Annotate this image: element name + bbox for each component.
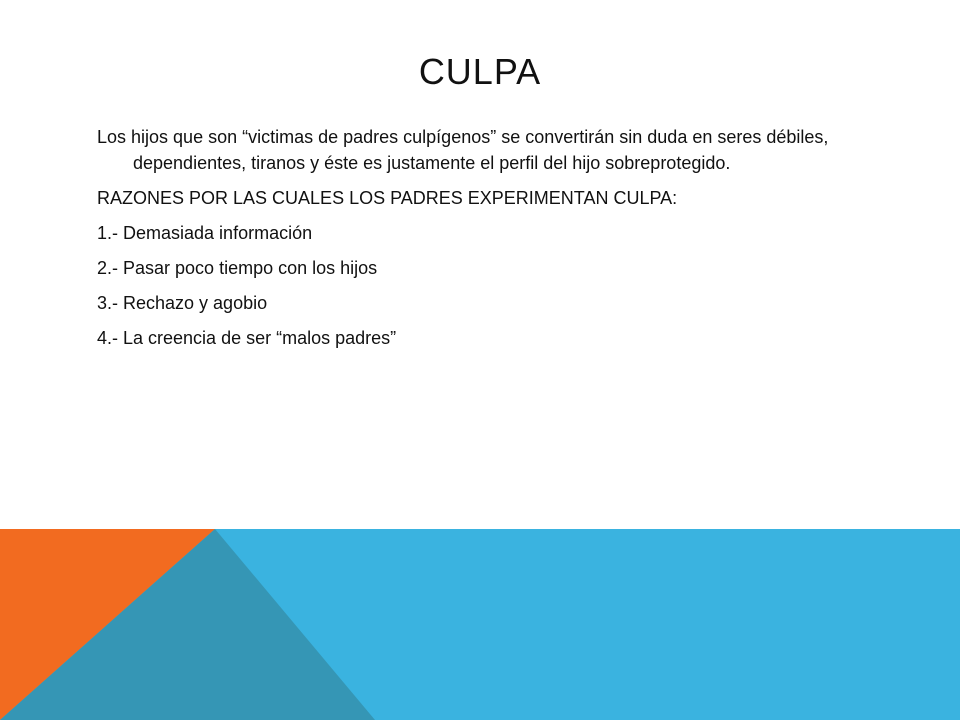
slide-body xyxy=(97,124,867,360)
list-item-1: 1.- Demasiada información xyxy=(97,223,313,243)
body-paragraph-intro: Los hijos que son “victimas de padres culpígenos” se convertirán sin duda en seres débiles, dependientes, tiranos y éste es justamente el perfil del hijo sobreprotegido. xyxy=(97,127,829,173)
decorative-footer-shapes xyxy=(0,529,960,720)
body-heading-razones: RAZONES POR LAS CUALES LOS PADRES EXPERIMENTAN CULPA: xyxy=(97,188,678,208)
slide-title: CULPA xyxy=(418,51,542,92)
list-item-4: 4.- La creencia de ser “malos padres” xyxy=(97,328,397,348)
list-item-3: 3.- Rechazo y agobio xyxy=(97,293,268,313)
list-item-2: 2.- Pasar poco tiempo con los hijos xyxy=(97,258,378,278)
